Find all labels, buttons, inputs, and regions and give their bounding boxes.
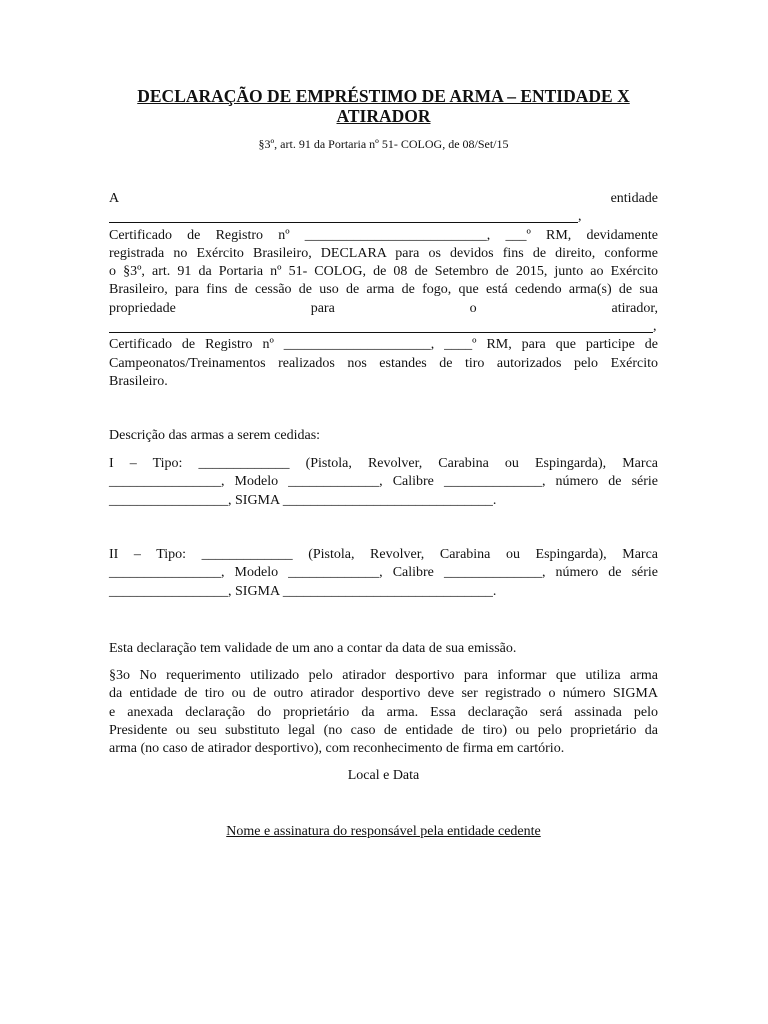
note-line-5: arma (no caso de atirador desportivo), com reconhecimento de firma em cartório. xyxy=(109,741,565,757)
validity-paragraph xyxy=(109,640,658,658)
weapons-heading-text: Descrição das armas a serem cedidas: xyxy=(109,428,321,443)
para1-line-10: Campeonatos/Treinamentos realizados nos estandes de tiro autorizados pelo Exército xyxy=(109,355,658,371)
document-subtitle: §3º, art. 91 da Portaria nº 51- COLOG, de 08/Set/15 xyxy=(258,137,509,151)
para1-line-6: Brasileiro, para fins de cessão de uso de arma de fogo, que está cedendo arma(s) de sua xyxy=(109,282,658,298)
place-date xyxy=(109,767,658,785)
para1-line-3: Certificado de Registro nº __________________________, ___º RM, devidamente xyxy=(109,227,658,243)
shooter-name-blank xyxy=(109,318,653,333)
para1-line-2 xyxy=(109,208,658,226)
para1-line-4: registrada no Exército Brasileiro, DECLARA para os devidos fins de direito, conforme xyxy=(109,245,658,261)
para1-line-2-comma: , xyxy=(578,209,582,225)
document-title xyxy=(109,86,658,126)
para1-line-7: propriedade para o atirador, xyxy=(109,300,658,316)
para1-line-1: A entidade xyxy=(109,191,658,206)
weapon-2-line-1: II – Tipo: _____________ (Pistola, Revolver, Carabina ou Espingarda), Marca xyxy=(109,547,658,562)
note-line-4: Presidente ou seu substituto legal (no caso de entidade de tiro) ou pelo proprietário da xyxy=(109,722,658,738)
weapon-1-block xyxy=(109,455,658,510)
declaration-paragraph xyxy=(109,190,658,391)
weapon-1-line-3: _________________, SIGMA ______________________________. xyxy=(109,492,497,508)
weapon-1-line-2: ________________, Modelo _____________, Calibre ______________, número de série xyxy=(109,474,658,490)
weapon-2-line-2: ________________, Modelo _____________, Calibre ______________, número de série xyxy=(109,565,658,581)
legal-note-paragraph xyxy=(109,667,658,758)
weapon-2-line-3: _________________, SIGMA ______________________________. xyxy=(109,583,497,599)
note-line-2: da entidade de tiro ou de outro atirador desportivo deve ser registrado o número SIGMA xyxy=(109,686,658,702)
entity-name-blank xyxy=(109,208,578,223)
weapon-1-line-1: I – Tipo: _____________ (Pistola, Revolver, Carabina ou Espingarda), Marca xyxy=(109,456,658,471)
signature-text: Nome e assinatura do responsável pela entidade cedente xyxy=(226,824,541,839)
title-line-2: ATIRADOR xyxy=(336,106,431,126)
validity-text: Esta declaração tem validade de um ano a contar da data de sua emissão. xyxy=(109,641,517,656)
signature-line xyxy=(109,823,658,841)
title-line-1: DECLARAÇÃO DE EMPRÉSTIMO DE ARMA – ENTIDADE X xyxy=(137,86,630,106)
weapons-heading xyxy=(109,427,658,445)
para1-line-8 xyxy=(109,318,658,336)
para1-line-5: o §3º, art. 91 da Portaria nº 51- COLOG, de 08 de Setembro de 2015, junto ao Exército xyxy=(109,264,658,280)
note-line-3: e anexada declaração do proprietário da arma. Essa declaração será assinada pelo xyxy=(109,704,658,720)
para1-line-8-comma: , xyxy=(653,319,657,335)
signature-text-wrap xyxy=(109,823,658,841)
para1-line-11: Brasileiro. xyxy=(109,373,168,389)
note-line-1: §3o No requerimento utilizado pelo atirador desportivo para informar que utiliza arma xyxy=(109,668,658,683)
weapon-2-block xyxy=(109,546,658,601)
place-date-text: Local e Data xyxy=(347,768,420,783)
para1-line-9: Certificado de Registro nº _____________________, ____º RM, para que participe de xyxy=(109,337,658,353)
